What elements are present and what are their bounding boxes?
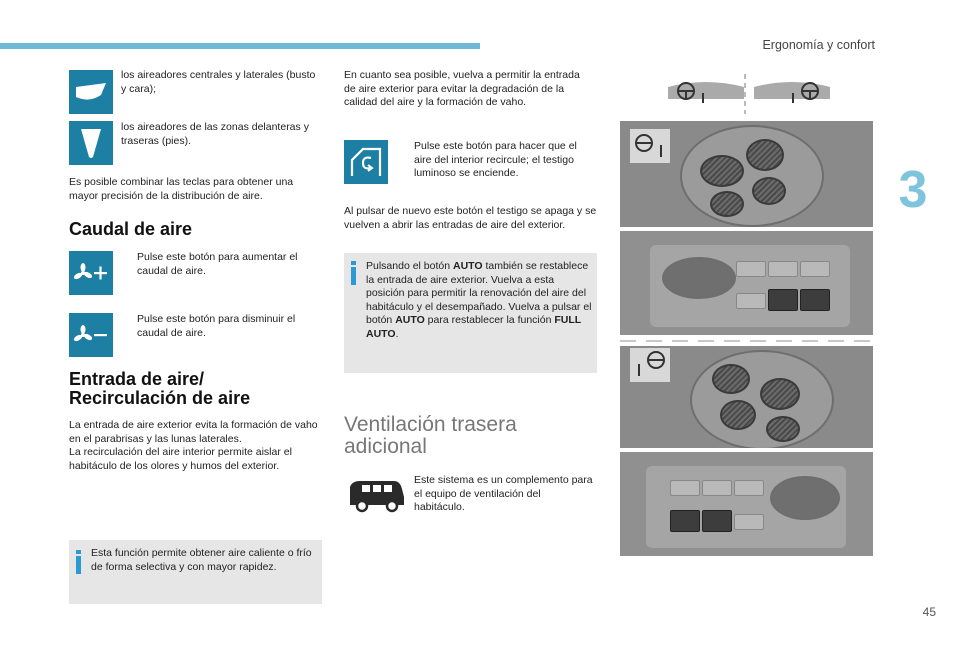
info-icon bbox=[76, 556, 81, 574]
info-text-d: . bbox=[395, 327, 399, 340]
divider bbox=[744, 74, 746, 114]
info-auto-1: AUTO bbox=[452, 260, 483, 272]
caudal-up-item bbox=[121, 251, 319, 278]
rear-vents-photo-2 bbox=[620, 346, 873, 448]
again-text: Al pulsar de nuevo este botón el testigo se apaga y se vuelven a abrir las entradas de aire del exterior. bbox=[344, 205, 597, 231]
fan-minus-icon bbox=[69, 313, 113, 357]
caudal-down-text: Pulse este botón para disminuir el caudal de aire. bbox=[137, 313, 296, 339]
van-icon bbox=[346, 477, 406, 513]
intro-text: En cuanto sea posible, vuelva a permitir la entrada de aire exterior para evitar la degradación de la calidad del aire y la formación de vaho. bbox=[344, 69, 580, 108]
entrada-paragraph bbox=[69, 419, 319, 473]
bullet-icon bbox=[121, 251, 137, 278]
header-bar bbox=[0, 43, 480, 49]
entrada-p2: La recirculación del aire interior permite aislar el habitáculo de los olores y humos del exterior. bbox=[69, 446, 292, 472]
chapter-number: 3 bbox=[898, 161, 928, 219]
steering-right-icon bbox=[752, 79, 832, 105]
entrada-heading bbox=[69, 370, 319, 408]
info-icon bbox=[351, 267, 356, 285]
caudal-heading-wrap bbox=[69, 220, 319, 239]
entrada-heading-line2: Recirculación de aire bbox=[69, 388, 251, 408]
info-text-a: Pulsando el botón bbox=[366, 260, 453, 272]
info-middle-text bbox=[366, 260, 592, 341]
vent-item-feet: los aireadores de las zonas delanteras y traseras (pies). bbox=[121, 121, 309, 147]
recirculation-icon bbox=[344, 140, 388, 184]
bullet-icon bbox=[398, 140, 414, 181]
caudal-down-item bbox=[121, 313, 319, 340]
control-panel-photo-2 bbox=[620, 452, 873, 556]
info-text-b: también se restablece la entrada de aire exterior. Vuelva a esta posición para permitir la renovación del aire del habitáculo y el desempañado. Vuelva a pulsar el botón bbox=[366, 260, 592, 326]
vent-heading-line2: adicional bbox=[344, 435, 427, 458]
bullet-icon bbox=[121, 313, 137, 340]
info-full-auto: FULL AUTO bbox=[366, 314, 581, 340]
control-panel-photo-1 bbox=[620, 231, 873, 335]
entrada-p1: La entrada de aire exterior evita la formación de vaho en el parabrisas y las lunas laterales. bbox=[69, 419, 318, 445]
vent-item-face: los aireadores centrales y laterales (busto y cara); bbox=[121, 69, 316, 95]
caudal-heading: Caudal de aire bbox=[69, 219, 193, 239]
combine-text: Es posible combinar las teclas para obtener una mayor precisión de la distribución de aire. bbox=[69, 176, 294, 202]
info-left-text: Esta función permite obtener aire caliente o frío de forma selectiva y con mayor rapidez. bbox=[91, 547, 312, 573]
section-title: Ergonomía y confort bbox=[762, 38, 875, 52]
info-box-middle bbox=[344, 253, 597, 373]
vent-feet-icon bbox=[69, 121, 113, 165]
recirc-text: Pulse este botón para hacer que el aire del interior recircule; el testigo luminoso se enciende. bbox=[414, 140, 577, 179]
vent-heading-line1: Ventilación trasera bbox=[344, 413, 517, 436]
entrada-heading-line1: Entrada de aire/ bbox=[69, 369, 205, 389]
fan-plus-icon bbox=[69, 251, 113, 295]
steering-left-icon bbox=[666, 79, 746, 105]
vent-face-icon bbox=[69, 70, 113, 114]
vent-text: Este sistema es un complemento para el equipo de ventilación del habitáculo. bbox=[414, 474, 593, 513]
steering-wheel-icon bbox=[630, 348, 670, 382]
info-box-left bbox=[69, 540, 322, 604]
info-auto-2: AUTO bbox=[395, 314, 425, 326]
caudal-up-text: Pulse este botón para aumentar el caudal de aire. bbox=[137, 251, 298, 277]
steering-wheel-icon bbox=[630, 129, 670, 163]
dashed-divider bbox=[620, 340, 873, 342]
rear-vents-photo-1 bbox=[620, 121, 873, 227]
page-number: 45 bbox=[922, 605, 936, 619]
vent-heading bbox=[344, 414, 600, 458]
recirc-item bbox=[398, 140, 594, 181]
info-text-c: para restablecer la función bbox=[424, 314, 555, 326]
